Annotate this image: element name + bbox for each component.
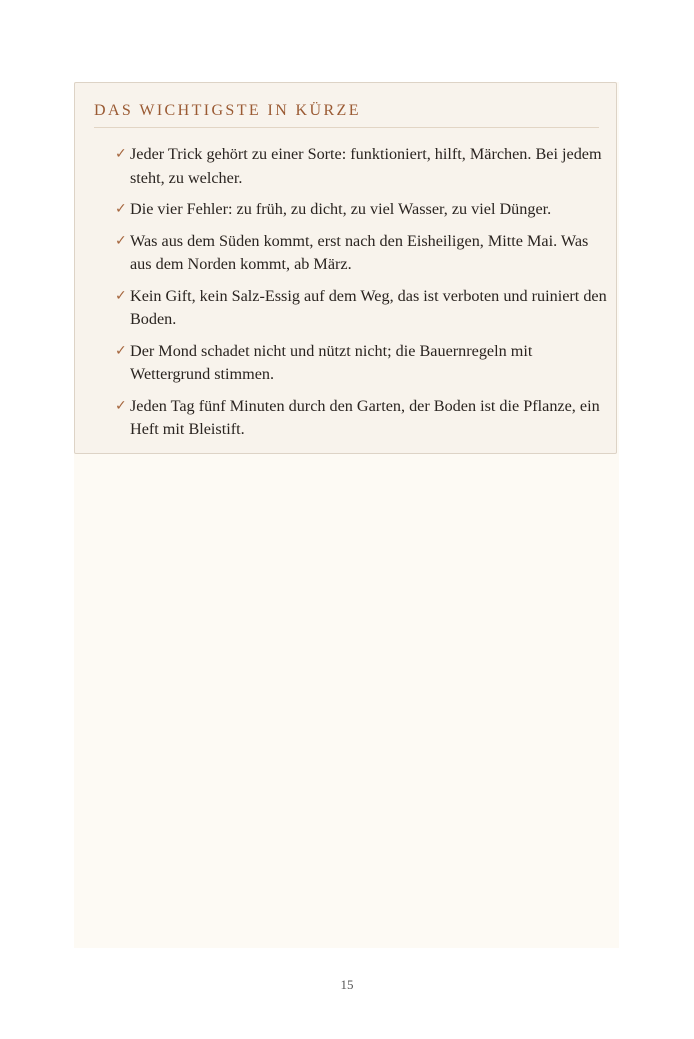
summary-list (115, 143, 610, 450)
list-item-text: Jeder Trick gehört zu einer Sorte: funktioniert, hilft, Märchen. Bei jedem steht, zu welcher. (130, 145, 602, 187)
checkmark-icon: ✓ (115, 201, 127, 217)
list-item-text: Was aus dem Süden kommt, erst nach den Eisheiligen, Mitte Mai. Was aus dem Norden kommt, ab März. (130, 231, 589, 273)
list-item (115, 285, 610, 332)
title-divider (94, 127, 599, 128)
list-item-text: Die vier Fehler: zu früh, zu dicht, zu viel Wasser, zu viel Dünger. (130, 200, 552, 218)
list-item (115, 198, 610, 222)
list-item-text: Kein Gift, kein Salz-Essig auf dem Weg, das ist verboten und ruiniert den Boden. (130, 286, 607, 328)
page-number: 15 (340, 977, 354, 992)
checkmark-icon: ✓ (115, 342, 127, 359)
summary-box (74, 82, 617, 454)
list-item (115, 340, 610, 387)
list-item (115, 230, 610, 277)
list-item-text: Jeden Tag fünf Minuten durch den Garten, der Boden ist die Pflanze, ein Heft mit Bleistift. (130, 396, 600, 438)
checkmark-icon: ✓ (115, 287, 127, 304)
summary-title: DAS WICHTIGSTE IN KÜRZE (94, 102, 361, 119)
checkmark-icon: ✓ (115, 397, 127, 414)
list-item (115, 143, 610, 190)
checkmark-icon: ✓ (115, 232, 127, 249)
checkmark-icon: ✓ (115, 146, 127, 162)
list-item-text: Der Mond schadet nicht und nützt nicht; die Bauernregeln mit Wettergrund stimmen. (130, 341, 533, 383)
list-item (115, 395, 610, 442)
